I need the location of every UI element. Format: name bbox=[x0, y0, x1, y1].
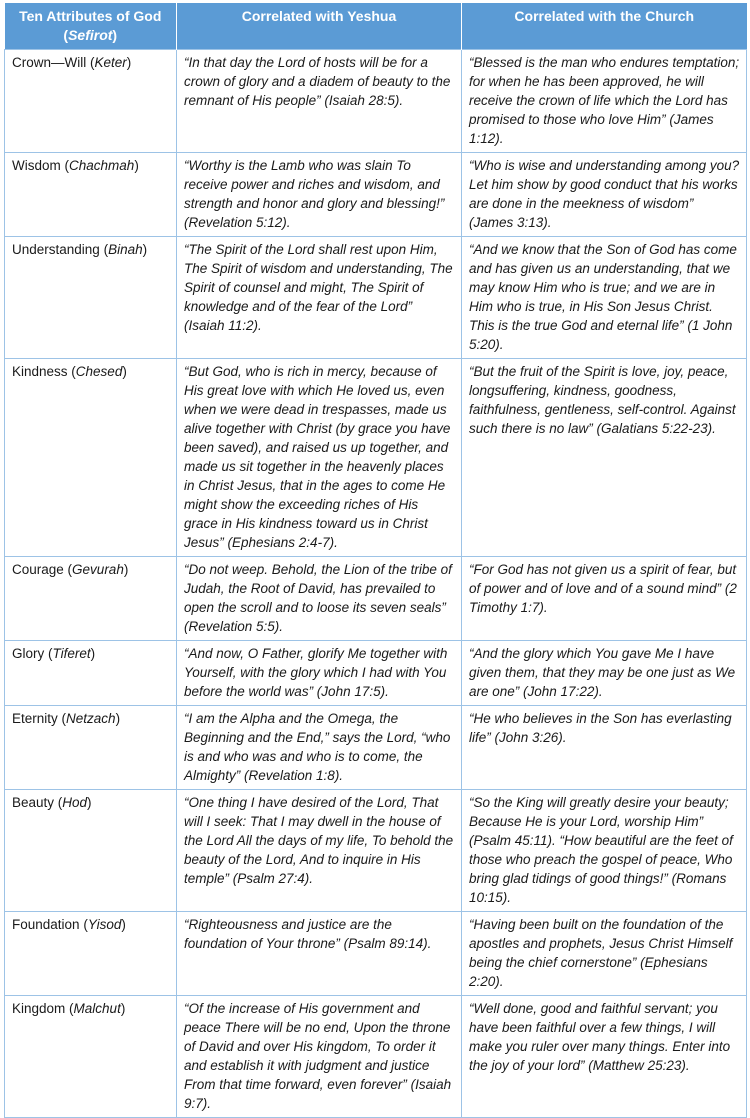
page bbox=[4, 3, 746, 1118]
attribute-hebrew: Chesed bbox=[75, 364, 123, 379]
church-cell: “But the fruit of the Spirit is love, joy, peace, longsuffering, kindness, goodness, faithfulness, gentleness, self-control. Against such there is no law” (Galatians 5:22-23). bbox=[462, 359, 747, 557]
attribute-hebrew: Gevurah bbox=[72, 562, 124, 577]
yeshua-cell: “And now, O Father, glorify Me together with Yourself, with the glory which I had with You before the world was” (John 17:5). bbox=[177, 641, 462, 706]
header-yeshua: Correlated with Yeshua bbox=[177, 3, 462, 50]
attribute-hebrew: Hod bbox=[62, 795, 88, 810]
attribute-hebrew: Malchut bbox=[73, 1001, 121, 1016]
table-row bbox=[5, 790, 747, 912]
table-row bbox=[5, 153, 747, 237]
attribute-cell: Kindness (Chesed) bbox=[5, 359, 177, 557]
yeshua-cell: “The Spirit of the Lord shall rest upon Him, The Spirit of wisdom and understanding, The Spirit of counsel and might, The Spirit of knowledge and of the fear of the Lord” (Isaiah 11:2). bbox=[177, 237, 462, 359]
attribute-hebrew: Keter bbox=[94, 55, 127, 70]
church-cell: “He who believes in the Son has everlasting life” (John 3:26). bbox=[462, 706, 747, 790]
attribute-name: Glory bbox=[12, 646, 45, 661]
header-sefirot-label: Sefirot bbox=[68, 27, 113, 43]
attribute-name: Foundation bbox=[12, 917, 80, 932]
attribute-cell: Glory (Tiferet) bbox=[5, 641, 177, 706]
attribute-name: Understanding bbox=[12, 242, 100, 257]
header-attributes: Ten Attributes of God (Sefirot) bbox=[5, 3, 177, 50]
attribute-name: Kingdom bbox=[12, 1001, 66, 1016]
attribute-name: Beauty bbox=[12, 795, 55, 810]
yeshua-cell: “Righteousness and justice are the foundation of Your throne” (Psalm 89:14). bbox=[177, 912, 462, 996]
attribute-name: Crown—Will bbox=[12, 55, 87, 70]
attribute-name: Kindness bbox=[12, 364, 68, 379]
attribute-cell: Wisdom (Chachmah) bbox=[5, 153, 177, 237]
attribute-hebrew: Binah bbox=[108, 242, 143, 257]
yeshua-cell: “But God, who is rich in mercy, because of His great love with which He loved us, even when we were dead in trespasses, made us alive together with Christ (by grace you have been saved), and raised us up together, and made us sit together in the heavenly places in Christ Jesus, that in the ages to come He might show the exceeding riches of His grace in His kindness toward us in Christ Jesus” (Ephesians 2:4-7). bbox=[177, 359, 462, 557]
table-row bbox=[5, 557, 747, 641]
church-cell: “For God has not given us a spirit of fear, but of power and of love and of a sound mind” (2 Timothy 1:7). bbox=[462, 557, 747, 641]
yeshua-cell: “One thing I have desired of the Lord, That will I seek: That I may dwell in the house of the Lord All the days of my life, To behold the beauty of the Lord, And to inquire in His temple” (Psalm 27:4). bbox=[177, 790, 462, 912]
table-row bbox=[5, 50, 747, 153]
attribute-cell: Kingdom (Malchut) bbox=[5, 996, 177, 1118]
church-cell: “Who is wise and understanding among you? Let him show by good conduct that his works are done in the meekness of wisdom” (James 3:13). bbox=[462, 153, 747, 237]
yeshua-cell: “Do not weep. Behold, the Lion of the tribe of Judah, the Root of David, has prevailed to open the scroll and to loose its seven seals” (Revelation 5:5). bbox=[177, 557, 462, 641]
table-row bbox=[5, 359, 747, 557]
church-cell: “Well done, good and faithful servant; you have been faithful over a few things, I will make you ruler over many things. Enter into the joy of your lord” (Matthew 25:23). bbox=[462, 996, 747, 1118]
table-row bbox=[5, 912, 747, 996]
yeshua-cell: “I am the Alpha and the Omega, the Beginning and the End,” says the Lord, “who is and who was and who is to come, the Almighty” (Revelation 1:8). bbox=[177, 706, 462, 790]
attributes-table bbox=[4, 3, 747, 1118]
church-cell: “Blessed is the man who endures temptation; for when he has been approved, he will receive the crown of life which the Lord has promised to those who love Him” (James 1:12). bbox=[462, 50, 747, 153]
church-cell: “So the King will greatly desire your beauty; Because He is your Lord, worship Him” (Psalm 45:11). “How beautiful are the feet of those who preach the gospel of peace, Who bring glad tidings of good things!” (Romans 10:15). bbox=[462, 790, 747, 912]
attribute-name: Courage bbox=[12, 562, 64, 577]
attribute-hebrew: Tiferet bbox=[52, 646, 91, 661]
attribute-cell: Foundation (Yisod) bbox=[5, 912, 177, 996]
attribute-name: Wisdom bbox=[12, 158, 61, 173]
header-row bbox=[5, 3, 747, 50]
church-cell: “And we know that the Son of God has come and has given us an understanding, that we may know Him who is true; and we are in Him who is true, in His Son Jesus Christ. This is the true God and eternal life” (1 John 5:20). bbox=[462, 237, 747, 359]
attribute-hebrew: Chachmah bbox=[69, 158, 135, 173]
table-row bbox=[5, 237, 747, 359]
attribute-hebrew: Netzach bbox=[66, 711, 116, 726]
attribute-cell: Crown—Will (Keter) bbox=[5, 50, 177, 153]
yeshua-cell: “Of the increase of His government and peace There will be no end, Upon the throne of David and over His kingdom, To order it and establish it with judgment and justice From that time forward, even forever” (Isaiah 9:7). bbox=[177, 996, 462, 1118]
attribute-hebrew: Yisod bbox=[87, 917, 122, 932]
yeshua-cell: “In that day the Lord of hosts will be for a crown of glory and a diadem of beauty to the remnant of His people” (Isaiah 28:5). bbox=[177, 50, 462, 153]
table-row bbox=[5, 706, 747, 790]
header-attributes-label: Ten Attributes of God bbox=[19, 8, 162, 24]
attribute-name: Eternity bbox=[12, 711, 58, 726]
attribute-cell: Understanding (Binah) bbox=[5, 237, 177, 359]
yeshua-cell: “Worthy is the Lamb who was slain To receive power and riches and wisdom, and strength and honor and glory and blessing!” (Revelation 5:12). bbox=[177, 153, 462, 237]
header-church: Correlated with the Church bbox=[462, 3, 747, 50]
attribute-cell: Beauty (Hod) bbox=[5, 790, 177, 912]
table-row bbox=[5, 641, 747, 706]
church-cell: “Having been built on the foundation of the apostles and prophets, Jesus Christ Himself being the chief cornerstone” (Ephesians 2:20). bbox=[462, 912, 747, 996]
table-row bbox=[5, 996, 747, 1118]
attribute-cell: Eternity (Netzach) bbox=[5, 706, 177, 790]
church-cell: “And the glory which You gave Me I have given them, that they may be one just as We are one” (John 17:22). bbox=[462, 641, 747, 706]
attribute-cell: Courage (Gevurah) bbox=[5, 557, 177, 641]
